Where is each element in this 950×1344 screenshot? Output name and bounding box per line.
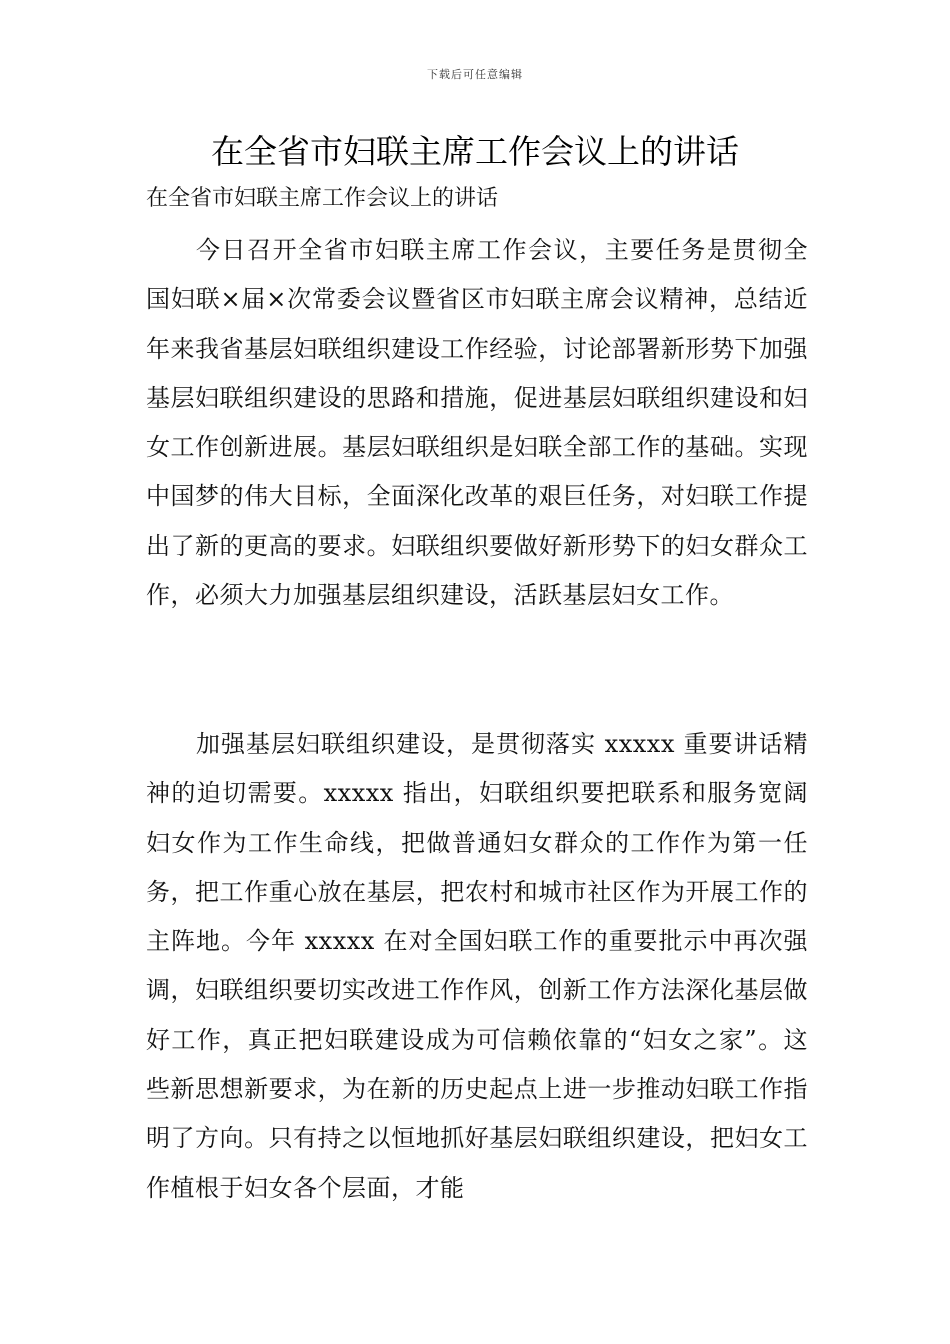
document-subtitle: 在全省市妇联主席工作会议上的讲话 bbox=[146, 186, 499, 211]
body-paragraph-1: 今日召开全省市妇联主席工作会议，主要任务是贯彻全国妇联×届×次常委会议暨省区市妇联主席会议精神，总结近年来我省基层妇联组织建设工作经验，讨论部署新形势下加强基层妇联组织建设的思路和措施，促进基层妇联组织建设和妇女工作创新进展。基层妇联组织是妇联全部工作的基础。实现中国梦的伟大目标，全面深化改革的艰巨任务，对妇联工作提出了新的更高的要求。妇联组织要做好新形势下的妇女群众工作，必须大力加强基层组织建设，活跃基层妇女工作。 bbox=[146, 236, 808, 610]
document-title: 在全省市妇联主席工作会议上的讲话 bbox=[211, 132, 739, 171]
body-paragraph-2: 加强基层妇联组织建设，是贯彻落实 xxxxx 重要讲话精神的迫切需要。xxxxx 指出，妇联组织要把联系和服务宽阔妇女作为工作生命线，把做普通妇女群众的工作作为第一任务，把工作重心放在基层，把农村和城市社区作为开展工作的主阵地。今年 xxxxx 在对全国妇联工作的重要批示中再次强调，妇联组织要切实改进工作作风，创新工作方法深化基层做好工作，真正把妇联建设成为可信赖依靠的“妇女之家”。这些新思想新要求，为在新的历史起点上进一步推动妇联工作指明了方向。只有持之以恒地抓好基层妇联组织建设，把妇女工作植根于妇女各个层面，才能 bbox=[146, 730, 808, 1202]
header-note: 下载后可任意编辑 bbox=[427, 68, 523, 81]
